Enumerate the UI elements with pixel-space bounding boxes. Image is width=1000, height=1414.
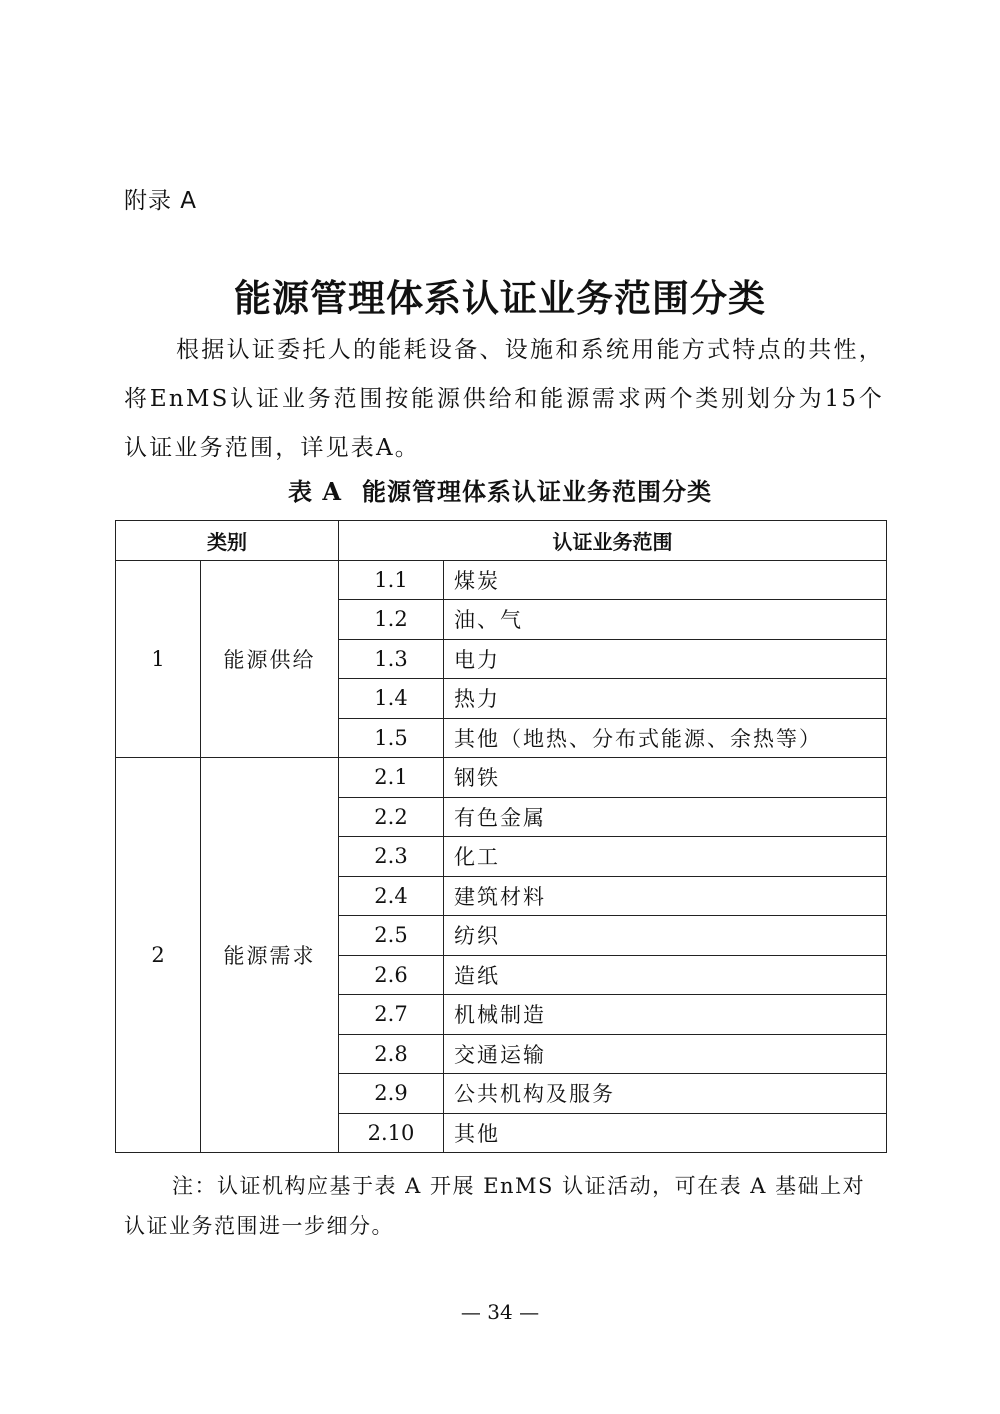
scope-code: 2.7 xyxy=(339,995,444,1035)
scope-name: 钢铁 xyxy=(444,758,887,798)
scope-code: 1.4 xyxy=(339,679,444,719)
page-title: 能源管理体系认证业务范围分类 xyxy=(234,277,766,320)
scope-code: 2.3 xyxy=(339,837,444,877)
scope-name: 化工 xyxy=(444,837,887,877)
scope-code: 1.1 xyxy=(339,560,444,600)
scope-name: 交通运输 xyxy=(444,1034,887,1074)
scope-code: 2.2 xyxy=(339,797,444,837)
intro-paragraph: 根据认证委托人的能耗设备、设施和系统用能方式特点的共性，将EnMS认证业务范围按能源供给和能源需求两个类别划分为15个认证业务范围，详见表A。 xyxy=(124,337,884,461)
scope-code: 2.8 xyxy=(339,1034,444,1074)
scope-name: 煤炭 xyxy=(444,560,887,600)
scope-code: 2.4 xyxy=(339,876,444,916)
group-number: 2 xyxy=(116,758,201,1153)
scope-code: 2.5 xyxy=(339,916,444,956)
group-number: 1 xyxy=(116,560,201,758)
scope-table xyxy=(115,520,887,1153)
scope-name: 有色金属 xyxy=(444,797,887,837)
group-name: 能源需求 xyxy=(201,758,339,1153)
table-header-row xyxy=(116,521,887,561)
scope-name: 公共机构及服务 xyxy=(444,1074,887,1114)
scope-name: 电力 xyxy=(444,639,887,679)
scope-name: 机械制造 xyxy=(444,995,887,1035)
header-scope: 认证业务范围 xyxy=(339,521,887,561)
scope-name: 纺织 xyxy=(444,916,887,956)
table-row xyxy=(116,560,887,600)
table-caption-label: 表 A xyxy=(288,477,342,506)
appendix-label: 附录 A xyxy=(124,188,198,214)
scope-code: 2.6 xyxy=(339,955,444,995)
scope-code: 1.2 xyxy=(339,600,444,640)
scope-code: 2.10 xyxy=(339,1113,444,1153)
scope-code: 2.1 xyxy=(339,758,444,798)
scope-code: 1.3 xyxy=(339,639,444,679)
scope-name: 造纸 xyxy=(444,955,887,995)
scope-name: 热力 xyxy=(444,679,887,719)
table-row xyxy=(116,758,887,798)
scope-name: 其他（地热、分布式能源、余热等） xyxy=(444,718,887,758)
table-note: 注：认证机构应基于表 A 开展 EnMS 认证活动，可在表 A 基础上对认证业务范围进一步细分。 xyxy=(124,1174,866,1238)
header-category: 类别 xyxy=(116,521,339,561)
scope-code: 1.5 xyxy=(339,718,444,758)
scope-name: 油、气 xyxy=(444,600,887,640)
scope-name: 其他 xyxy=(444,1113,887,1153)
table-caption xyxy=(0,472,1000,507)
group-name: 能源供给 xyxy=(201,560,339,758)
scope-code: 2.9 xyxy=(339,1074,444,1114)
table-caption-title: 能源管理体系认证业务范围分类 xyxy=(361,477,712,506)
scope-name: 建筑材料 xyxy=(444,876,887,916)
page-number: — 34 — xyxy=(460,1300,540,1324)
